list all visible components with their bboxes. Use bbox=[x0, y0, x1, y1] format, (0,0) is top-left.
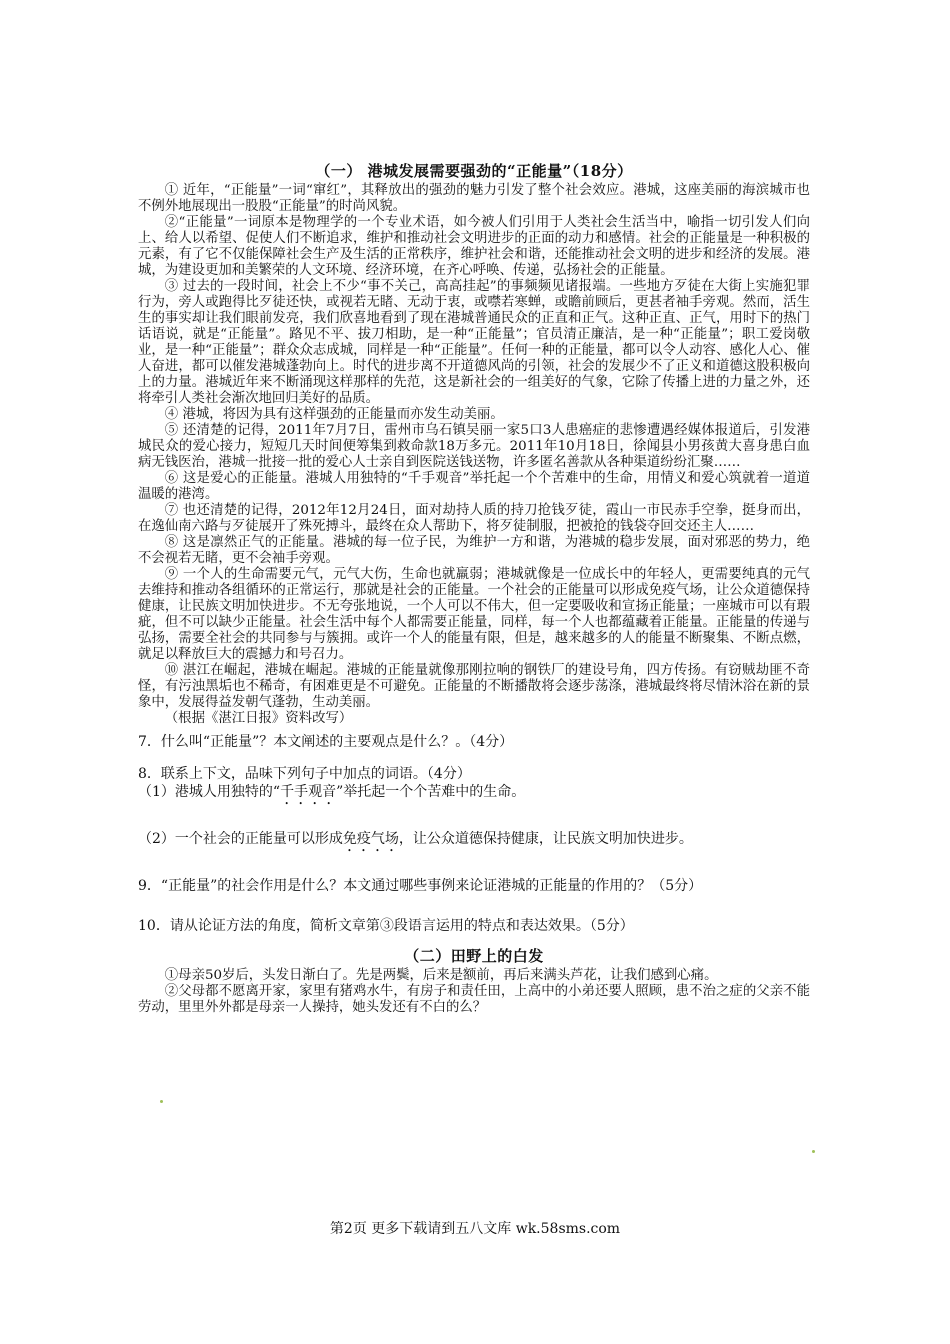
source-note: （根据《湛江日报》资料改写） bbox=[164, 711, 353, 726]
section2-paragraph-2: ②父母都不愿离开家，家里有猪鸡水牛，有房子和责任田，上高中的小弟还要人照顾，患不治之症的父亲不能劳动，里里外外都是母亲一人操持，她头发还有不白的么？ bbox=[138, 984, 810, 1015]
scan-speck bbox=[812, 1150, 815, 1153]
q8-2-dotted-word: 免疫气场 bbox=[342, 831, 399, 847]
q8-2-text-pre: （2）一个社会的正能量可以形成 bbox=[138, 831, 343, 847]
scan-speck bbox=[160, 1100, 163, 1103]
section2-paragraph-1: ①母亲50岁后，头发日渐白了。先是两鬓，后来是额前，再后来满头芦花，让我们感到心痛。 bbox=[164, 968, 718, 983]
question-10: 10．请从论证方法的角度，简析文章第③段语言运用的特点和表达效果。（5分） bbox=[138, 918, 634, 934]
section1-paragraph-7: ⑦ 也还清楚的记得，2012年12月24日，面对劫持人质的持刀抢钱歹徒，霞山一市民赤手空拳，挺身而出，在逸仙南六路与歹徒展开了殊死搏斗，最终在众人帮助下，将歹徒制服，把被抢的钱袋夺回交还主人…… bbox=[138, 503, 810, 534]
q8-1-text-pre: （1）港城人用独特的“ bbox=[138, 784, 281, 800]
document-page bbox=[138, 160, 810, 1016]
section1-paragraph-1: ① 近年，“正能量”一词“窜红”，其释放出的强劲的魅力引发了整个社会效应。港城，这座美丽的海滨城市也不例外地展现出一股股“正能量”的时尚风貌。 bbox=[138, 183, 810, 214]
section1-title: （一） 港城发展需要强劲的“正能量”（18分） bbox=[315, 162, 633, 180]
section1-paragraph-4: ④ 港城，将因为具有这样强劲的正能量而亦发生动美丽。 bbox=[164, 407, 504, 422]
question-8-sentence-1 bbox=[138, 783, 810, 808]
question-8-sentence-2 bbox=[138, 830, 810, 855]
section1-paragraph-2: ②“正能量”一词原本是物理学的一个专业术语，如今被人们引用于人类社会生活当中，喻指一切引发人们向上、给人以希望、促使人们不断追求，维护和推动社会文明进步的正面的动力和感情。社会的正能量是一种积极的元素，有了它不仅能保障社会生产及生活的正常秩序，维护社会和谐，还能推动社会文明的进步和经济的发展。港城，为建设更加和美繁荣的人文环境、经济环境，在齐心呼唤、传递，弘扬社会的正能量。 bbox=[138, 215, 810, 278]
section1-paragraph-8: ⑧ 这是凛然正气的正能量。港城的每一位子民，为维护一方和谐，为港城的稳步发展，面对邪恶的势力，绝不会视若无睹，更不会袖手旁观。 bbox=[138, 535, 810, 566]
section1-paragraph-3: ③ 过去的一段时间，社会上不少“事不关己，高高挂起”的事频频见诸报端。一些地方歹徒在大街上实施犯罪行为，旁人或跑得比歹徒还快，或视若无睹、无动于衷，或噤若寒蝉，或瞻前顾后，更甚者袖手旁观。然而，活生生的事实却让我们眼前发亮，我们欣喜地看到了现在港城普通民众的正直和正气。这种正直、正气，用时下的热门话语说，就是“正能量”。路见不平、拔刀相助，是一种“正能量”；官员清正廉洁，是一种“正能量”；职工爱岗敬业，是一种“正能量”；群众众志成城，同样是一种“正能量”。任何一种的正能量，都可以令人动容、感化人心、催人奋进，都可以催发港城蓬勃向上。时代的进步离不开道德风尚的引领，社会的发展少不了正义和道德这股积极向上的力量。港城近年来不断涌现这样那样的先范，这是新社会的一组美好的气象，它除了传播上进的力量之外，还将牵引人类社会渐次地回归美好的品质。 bbox=[138, 279, 810, 406]
q8-2-text-post: ，让公众道德保持健康，让民族文明加快进步。 bbox=[398, 831, 693, 847]
question-7: 7．什么叫“正能量”？本文阐述的主要观点是什么？。（4分） bbox=[138, 734, 514, 750]
section1-paragraph-6: ⑥ 这是爱心的正能量。港城人用独特的“千手观音”举托起一个个苦难中的生命，用情义和爱心筑就着一道道温暖的港湾。 bbox=[138, 471, 810, 502]
section2-title: （二）田野上的白发 bbox=[404, 947, 544, 965]
section1-paragraph-5: ⑤ 还清楚的记得，2011年7月7日，雷州市乌石镇吴丽一家5口3人患癌症的悲惨遭遇经媒体报道后，引发港城民众的爱心接力，短短几天时间便筹集到救命款18万多元。2011年10月18日，徐闻县小男孩黄大喜身患白血病无钱医治，港城一批接一批的爱心人士亲自到医院送钱送物，许多匿名善款从各种渠道纷纷汇聚…… bbox=[138, 423, 810, 470]
page-footer: 第2页 更多下载请到五八文库 wk.58sms.com bbox=[329, 1221, 621, 1237]
question-8: 8．联系上下文，品味下列句子中加点的词语。（4分） bbox=[138, 766, 471, 782]
section1-paragraph-10: ⑩ 湛江在崛起，港城在崛起。港城的正能量就像那刚拉响的钢铁厂的建设号角，四方传扬。有窃贼劫匪不奇怪，有污浊黑垢也不稀奇，有困难更是不可避免。正能量的不断播散将会逐步荡涤，港城最终将尽情沐浴在新的景象中，发展得益发朝气蓬勃，生动美丽。 bbox=[138, 663, 810, 710]
section1-paragraph-9: ⑨ 一个人的生命需要元气，元气大伤，生命也就羸弱；港城就像是一位成长中的年轻人，更需要纯真的元气去维持和推动各组循环的正常运行，那就是社会的正能量。一个社会的正能量可以形成免疫气场，让公众道德保持健康，让民族文明加快进步。不无夸张地说，一个人可以不伟大，但一定要吸收和宣扬正能量；一座城市可以有瑕疵，但不可以缺少正能量。社会生活中每个人都需要正能量，同样，每一个人也都蕴藏着正能量。正能量的传递与弘扬，需要全社会的共同参与与簇拥。或许一个人的能量有限，但是，越来越多的人的能量不断聚集、不断点燃，就足以释放巨大的震撼力和号召力。 bbox=[138, 567, 810, 662]
question-9: 9．“正能量”的社会作用是什么？本文通过哪些事例来论证港城的正能量的作用的？（5分） bbox=[138, 878, 703, 894]
q8-1-dotted-word: 千手观音 bbox=[280, 784, 337, 800]
q8-1-text-post: ”举托起一个个苦难中的生命。 bbox=[336, 784, 526, 800]
